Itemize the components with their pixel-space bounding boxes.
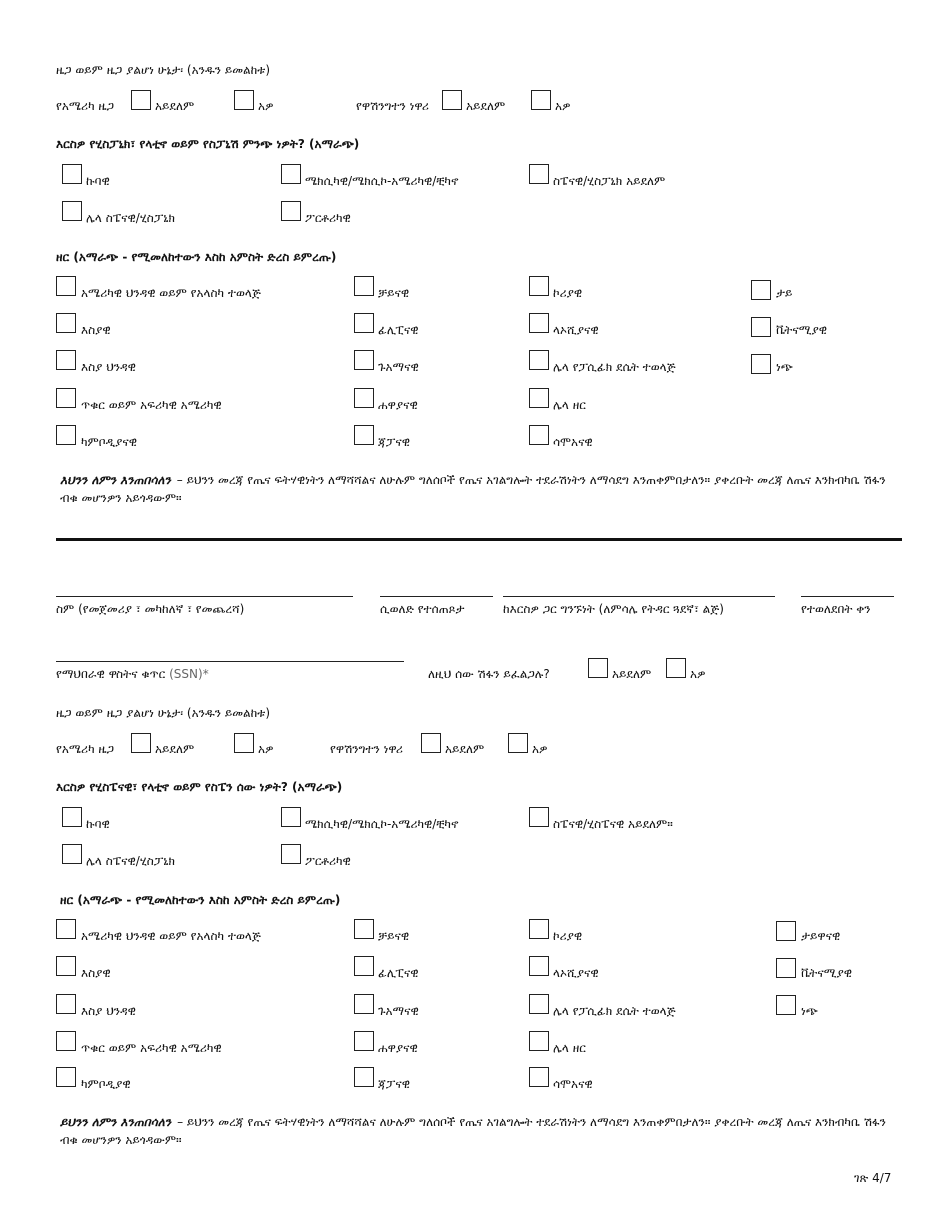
race-option: ሳሞአናዊ	[553, 1077, 593, 1091]
hispanic-checkbox[interactable]	[529, 807, 549, 827]
race-option: አሜሪካዊ ህንዳዊ ወይም የአላስካ ተወላጅ	[81, 929, 261, 943]
race-checkbox[interactable]	[529, 350, 549, 370]
coverage-question: ለዚህ ሰው ሽፋን ይፈልጋሉ?	[428, 667, 550, 681]
hispanic-question: እርስዎ የሂስፓኒክ፣ የላቲኖ ወይም የስፓኒሽ ምንጭ ነዎት? (አማራጭ)	[56, 137, 360, 151]
race-option: ፊሊፒናዊ	[378, 323, 419, 337]
race-checkbox[interactable]	[529, 919, 549, 939]
race-option: ሳሞአናዊ	[553, 435, 593, 449]
race-option: ሌላ ዘር	[553, 1041, 586, 1055]
race-option: ላኦሺያናዊ	[553, 966, 599, 980]
race-checkbox[interactable]	[56, 994, 76, 1014]
us-citizen-no-label: አይደለም	[155, 99, 195, 113]
race-option: ላኦሺያናዊ	[553, 323, 599, 337]
race-checkbox[interactable]	[354, 1067, 374, 1087]
race-checkbox[interactable]	[354, 956, 374, 976]
hispanic-option: ሜክሲካዊ/ሜክሲኮ-አሜሪካዊ/ቺካኖ	[305, 174, 459, 188]
race-checkbox[interactable]	[56, 919, 76, 939]
race-option: ጉአማናዊ	[378, 1004, 419, 1018]
race-checkbox[interactable]	[354, 313, 374, 333]
race-option: ሌላ ዘር	[553, 398, 586, 412]
citizenship-question: ዜጋ ወይም ዜጋ ያልሆነ ሁኔታ፡ (አንዱን ይመልከቱ)	[56, 63, 271, 77]
ssn-abbr: (SSN)*	[169, 667, 209, 681]
race-option: ጃፓናዊ	[378, 435, 410, 449]
race-option: ሐዋያናዊ	[378, 398, 418, 412]
hispanic-option: ፖርቶሪካዊ	[305, 211, 351, 225]
race-checkbox[interactable]	[529, 425, 549, 445]
immigrant-no-label: አይደለም	[466, 99, 506, 113]
race-option: ኮሪያዊ	[553, 929, 583, 943]
race-option: ሌላ የፓሲፊክ ደሴት ተወላጅ	[553, 360, 676, 374]
race-checkbox[interactable]	[529, 994, 549, 1014]
hispanic-checkbox[interactable]	[281, 201, 301, 221]
immigrant-yes-label: አዎ	[555, 99, 571, 113]
immigrant-yes-checkbox[interactable]	[531, 90, 551, 110]
us-citizen-yes-label: አዎ	[258, 99, 274, 113]
race-checkbox[interactable]	[529, 276, 549, 296]
race-option: ነጭ	[776, 360, 793, 374]
coverage-yes-checkbox[interactable]	[666, 658, 686, 678]
privacy-note	[60, 1113, 900, 1149]
race-option: ቻይናዊ	[378, 929, 410, 943]
race-question: ዘር (አማራጭ - የሚመለከተውን እስከ አምስት ድረስ ይምረጡ)	[60, 893, 341, 907]
relationship-label: ከእርስዎ ጋር ግንኙነት (ለምሳሌ የትዳር ጓደኛ፣ ልጅ)	[503, 602, 724, 616]
race-option: ጉአማናዊ	[378, 360, 419, 374]
race-checkbox[interactable]	[529, 956, 549, 976]
race-checkbox[interactable]	[354, 919, 374, 939]
race-checkbox[interactable]	[56, 956, 76, 976]
ssn-label-text: የማህበራዊ ዋስትና ቁጥር	[56, 667, 166, 681]
race-option: ቬትናሚያዊ	[801, 966, 853, 980]
citizenship-question: ዜጋ ወይም ዜጋ ያልሆነ ሁኔታ፡ (አንዱን ይመልከቱ)	[56, 706, 271, 720]
race-checkbox[interactable]	[56, 1031, 76, 1051]
dob-field-line[interactable]	[801, 596, 894, 597]
race-checkbox[interactable]	[56, 425, 76, 445]
privacy-note	[60, 471, 900, 507]
hispanic-checkbox[interactable]	[281, 807, 301, 827]
race-option: ካምቦዲያዊ	[81, 1077, 131, 1091]
race-checkbox[interactable]	[56, 1067, 76, 1087]
us-citizen-no-label: አይደለም	[155, 742, 195, 756]
us-citizen-label: የአሜሪካ ዜጋ	[56, 742, 114, 756]
hispanic-checkbox[interactable]	[281, 844, 301, 864]
section-divider	[56, 538, 902, 541]
name-label: ስም (የመጀመሪያ ፣ መካከለኛ ፣ የመጨረሻ)	[56, 602, 245, 616]
race-option: ቬትናሚያዊ	[776, 323, 828, 337]
hispanic-option: ሜክሲካዊ/ሜክሲኮ-አሜሪካዊ/ቺካኖ	[305, 817, 459, 831]
race-option: ጥቁር ወይም አፍሪካዊ አሜሪካዊ	[81, 398, 222, 412]
race-question: ዘር (አማራጭ - የሚመለከተውን እስከ አምስት ድረስ ይምረጡ)	[56, 250, 337, 264]
page-number: ገጽ 4/7	[854, 1171, 892, 1185]
privacy-note-text: – ይህንን መረጃ የጤና ፍትሃዊነትን ለማሻሻልና ለሁሉም ግለሰቦች የጤና አገልግሎት ተደራሽነትን ለማሳደግ እንጠቀምበታለን። ያቀረቡት መረጃ ለጤና እንክብካቤ ሽፋን ብቁ መሆንዎን አይጎዳውም።	[60, 473, 886, 505]
race-checkbox[interactable]	[354, 425, 374, 445]
race-checkbox[interactable]	[751, 317, 771, 337]
race-checkbox[interactable]	[354, 388, 374, 408]
coverage-no-label: አይደለም	[612, 667, 652, 681]
race-checkbox[interactable]	[56, 313, 76, 333]
race-option: ጃፓናዊ	[378, 1077, 410, 1091]
race-checkbox[interactable]	[776, 958, 796, 978]
immigrant-yes-label: አዎ	[532, 742, 548, 756]
immigrant-label: የዋሽንግተን ነዋሪ	[330, 742, 403, 756]
coverage-yes-label: አዎ	[690, 667, 706, 681]
us-citizen-yes-checkbox[interactable]	[234, 733, 254, 753]
relationship-field-line[interactable]	[503, 596, 775, 597]
race-option: ፊሊፒናዊ	[378, 966, 419, 980]
race-option: እስያዊ	[81, 966, 111, 980]
hispanic-option: ሌላ ስፔናዊ/ሂስፓኒክ	[86, 211, 175, 225]
hispanic-question: እርስዎ የሂስፔናዊ፣ የላቲኖ ወይም የስፔን ሰው ነዎት? (አማራጭ)	[56, 780, 343, 794]
hispanic-option: ኩባዊ	[86, 174, 110, 188]
race-option: አሜሪካዊ ህንዳዊ ወይም የአላስካ ተወላጅ	[81, 286, 261, 300]
privacy-note-text: – ይህንን መረጃ የጤና ፍትሃዊነትን ለማሻሻልና ለሁሉም ግለሰቦች የጤና አገልግሎት ተደራሽነትን ለማሳደግ እንጠቀምበታለን። ያቀረቡት መረጃ ለጤና እንክብካቤ ሽፋን ብቁ መሆንዎን አይጎዳውም።	[60, 1115, 886, 1147]
race-checkbox[interactable]	[56, 388, 76, 408]
ssn-field-line[interactable]	[56, 661, 404, 662]
immigrant-yes-checkbox[interactable]	[508, 733, 528, 753]
immigrant-no-checkbox[interactable]	[421, 733, 441, 753]
hispanic-option: ፖርቶሪካዊ	[305, 854, 351, 868]
race-checkbox[interactable]	[529, 313, 549, 333]
race-checkbox[interactable]	[529, 388, 549, 408]
us-citizen-no-checkbox[interactable]	[131, 733, 151, 753]
race-checkbox[interactable]	[751, 354, 771, 374]
race-checkbox[interactable]	[529, 1067, 549, 1087]
ssn-label	[56, 666, 209, 682]
race-checkbox[interactable]	[354, 1031, 374, 1051]
race-checkbox[interactable]	[354, 994, 374, 1014]
race-option: ኮሪያዊ	[553, 286, 583, 300]
privacy-note-lead: ይህንን ለምን እንጠበሳለን	[60, 1115, 172, 1129]
race-option: ታይዋናዊ	[801, 929, 841, 943]
race-option: ታይ	[776, 286, 793, 300]
race-option: እስያ ህንዳዊ	[81, 360, 136, 374]
hispanic-option: ሌላ ስፔናዊ/ሂስፓኒክ	[86, 854, 175, 868]
coverage-no-checkbox[interactable]	[588, 658, 608, 678]
hispanic-checkbox[interactable]	[62, 201, 82, 221]
race-checkbox[interactable]	[776, 995, 796, 1015]
hispanic-checkbox[interactable]	[281, 164, 301, 184]
us-citizen-label: የአሜሪካ ዜጋ	[56, 99, 114, 113]
race-option: ሐዋያናዊ	[378, 1041, 418, 1055]
race-option: እስያ ህንዳዊ	[81, 1004, 136, 1018]
sex-field-line[interactable]	[380, 596, 493, 597]
race-option: ነጭ	[801, 1004, 818, 1018]
hispanic-checkbox[interactable]	[529, 164, 549, 184]
hispanic-checkbox[interactable]	[62, 164, 82, 184]
race-checkbox[interactable]	[529, 1031, 549, 1051]
race-checkbox[interactable]	[751, 280, 771, 300]
race-option: እስያዊ	[81, 323, 111, 337]
hispanic-checkbox[interactable]	[62, 807, 82, 827]
race-option: ካምቦዲያናዊ	[81, 435, 137, 449]
race-checkbox[interactable]	[56, 350, 76, 370]
us-citizen-no-checkbox[interactable]	[131, 90, 151, 110]
race-checkbox[interactable]	[776, 921, 796, 941]
name-field-line[interactable]	[56, 596, 353, 597]
immigrant-no-checkbox[interactable]	[442, 90, 462, 110]
hispanic-option: ኩባዊ	[86, 817, 110, 831]
dob-label: የተወለደበት ቀን	[801, 602, 871, 616]
hispanic-option: ስፔናዊ/ሂስፔናዊ አይደለም።	[553, 817, 673, 831]
race-checkbox[interactable]	[354, 276, 374, 296]
privacy-note-lead: እህንን ለምን እንጠበሳለን	[60, 473, 171, 487]
hispanic-option: ስፔናዊ/ሂስፓኒክ አይደለም	[553, 174, 666, 188]
race-option: ጥቁር ወይም አፍሪካዊ አሜሪካዊ	[81, 1041, 222, 1055]
us-citizen-yes-label: አዎ	[258, 742, 274, 756]
race-checkbox[interactable]	[354, 350, 374, 370]
us-citizen-yes-checkbox[interactable]	[234, 90, 254, 110]
sex-label: ሲወለድ የተሰጠጾታ	[380, 602, 465, 616]
hispanic-checkbox[interactable]	[62, 844, 82, 864]
race-option: ሌላ የፓሲፊክ ደሴት ተወላጅ	[553, 1004, 676, 1018]
immigrant-label: የዋሽንግተን ነዋሪ	[356, 99, 429, 113]
race-option: ቻይናዊ	[378, 286, 410, 300]
immigrant-no-label: አይደለም	[445, 742, 485, 756]
race-checkbox[interactable]	[56, 276, 76, 296]
